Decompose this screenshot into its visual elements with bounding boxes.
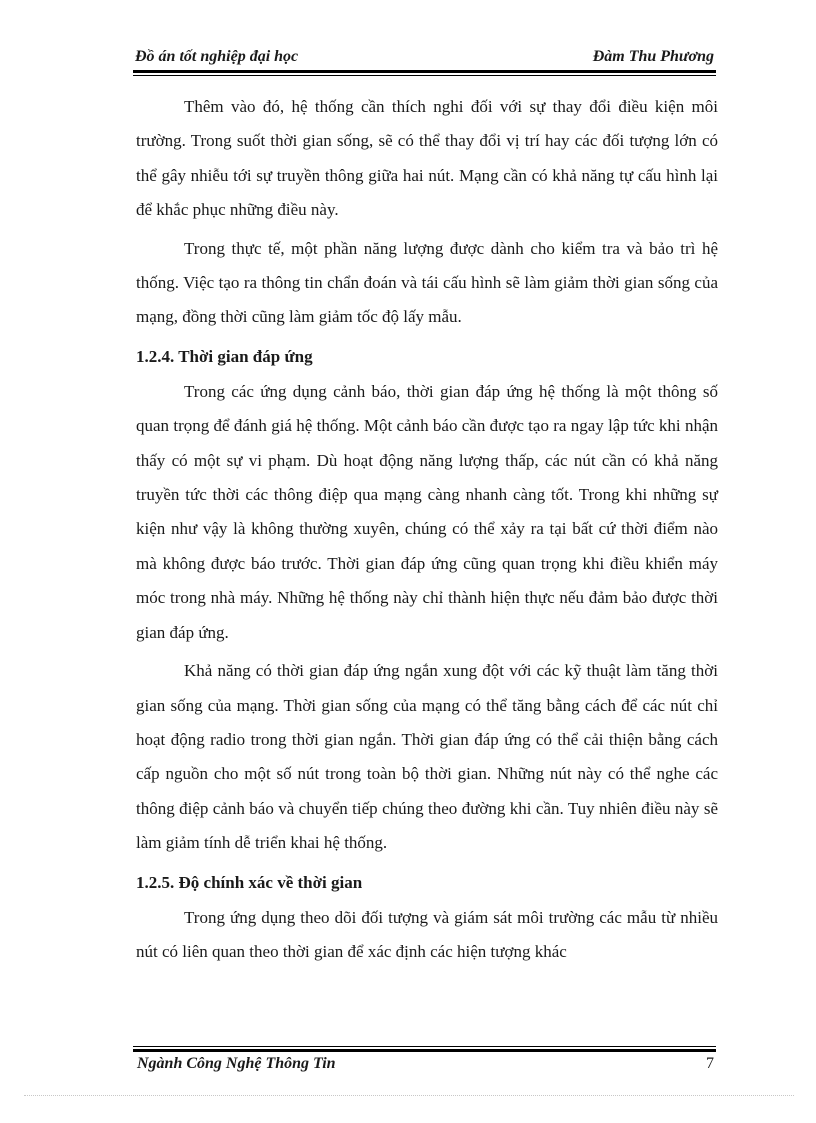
section-heading-time-accuracy: 1.2.5. Độ chính xác về thời gian <box>136 872 363 892</box>
page-header <box>133 48 716 70</box>
header-document-title: Đồ án tốt nghiệp đại học <box>135 48 299 65</box>
footer-divider <box>133 1046 716 1052</box>
page-footer <box>133 1055 716 1077</box>
header-divider <box>133 70 716 76</box>
paragraph-response-time: Trong các ứng dụng cảnh báo, thời gian đáp ứng hệ thống là một thông số quan trọng để đánh giá hệ thống. Một cảnh báo cần được tạo ra ngay lập tức khi nhận thấy có một sự vi phạm. Dù hoạt động năng lượng thấp, các nút cần có khả năng truyền tức thời các thông điệp qua mạng càng nhanh càng tốt. Trong khi những sự kiện như vậy là không thường xuyên, chúng có thể xảy ra tại bất cứ thời điểm nào mà không được báo trước. Thời gian đáp ứng cũng quan trọng khi điều khiển máy móc trong nhà máy. Những hệ thống này chỉ thành hiện thực nếu đảm bảo được thời gian đáp ứng. <box>136 381 718 642</box>
paragraph-maintenance: Trong thực tế, một phần năng lượng được dành cho kiểm tra và bảo trì hệ thống. Việc tạo ra thông tin chẩn đoán và tái cấu hình sẽ làm giảm thời gian sống của mạng, đồng thời cũng làm giảm tốc độ lấy mẫu. <box>136 238 718 327</box>
page-body <box>136 90 718 973</box>
page-number: 7 <box>706 1055 714 1072</box>
paragraph-adaptability: Thêm vào đó, hệ thống cần thích nghi đối với sự thay đổi điều kiện môi trường. Trong suốt thời gian sống, sẽ có thể thay đổi vị trí hay các đối tượng lớn có thể gây nhiễu tới sự truyền thông giữa hai nút. Mạng cần có khả năng tự cấu hình lại để khắc phục những điều này. <box>136 97 718 220</box>
page-bottom-edge <box>24 1095 794 1096</box>
section-heading-response-time: 1.2.4. Thời gian đáp ứng <box>136 346 313 366</box>
paragraph-time-accuracy: Trong ứng dụng theo dõi đối tượng và giám sát môi trường các mẫu từ nhiều nút có liên quan theo thời gian để xác định các hiện tượng khác <box>136 907 718 961</box>
header-author: Đàm Thu Phương <box>592 48 714 65</box>
footer-department: Ngành Công Nghệ Thông Tin <box>137 1055 336 1072</box>
paragraph-response-tradeoff: Khả năng có thời gian đáp ứng ngắn xung đột với các kỹ thuật làm tăng thời gian sống của mạng. Thời gian sống của mạng có thể tăng bằng cách để các nút chỉ hoạt động radio trong thời gian ngắn. Thời gian đáp ứng có thể cải thiện bằng cách cấp nguồn cho một số nút trong toàn bộ thời gian. Những nút này có thể nghe các thông điệp cảnh báo và chuyển tiếp chúng theo đường khi cần. Tuy nhiên điều này sẽ làm giảm tính dễ triển khai hệ thống. <box>136 661 718 853</box>
